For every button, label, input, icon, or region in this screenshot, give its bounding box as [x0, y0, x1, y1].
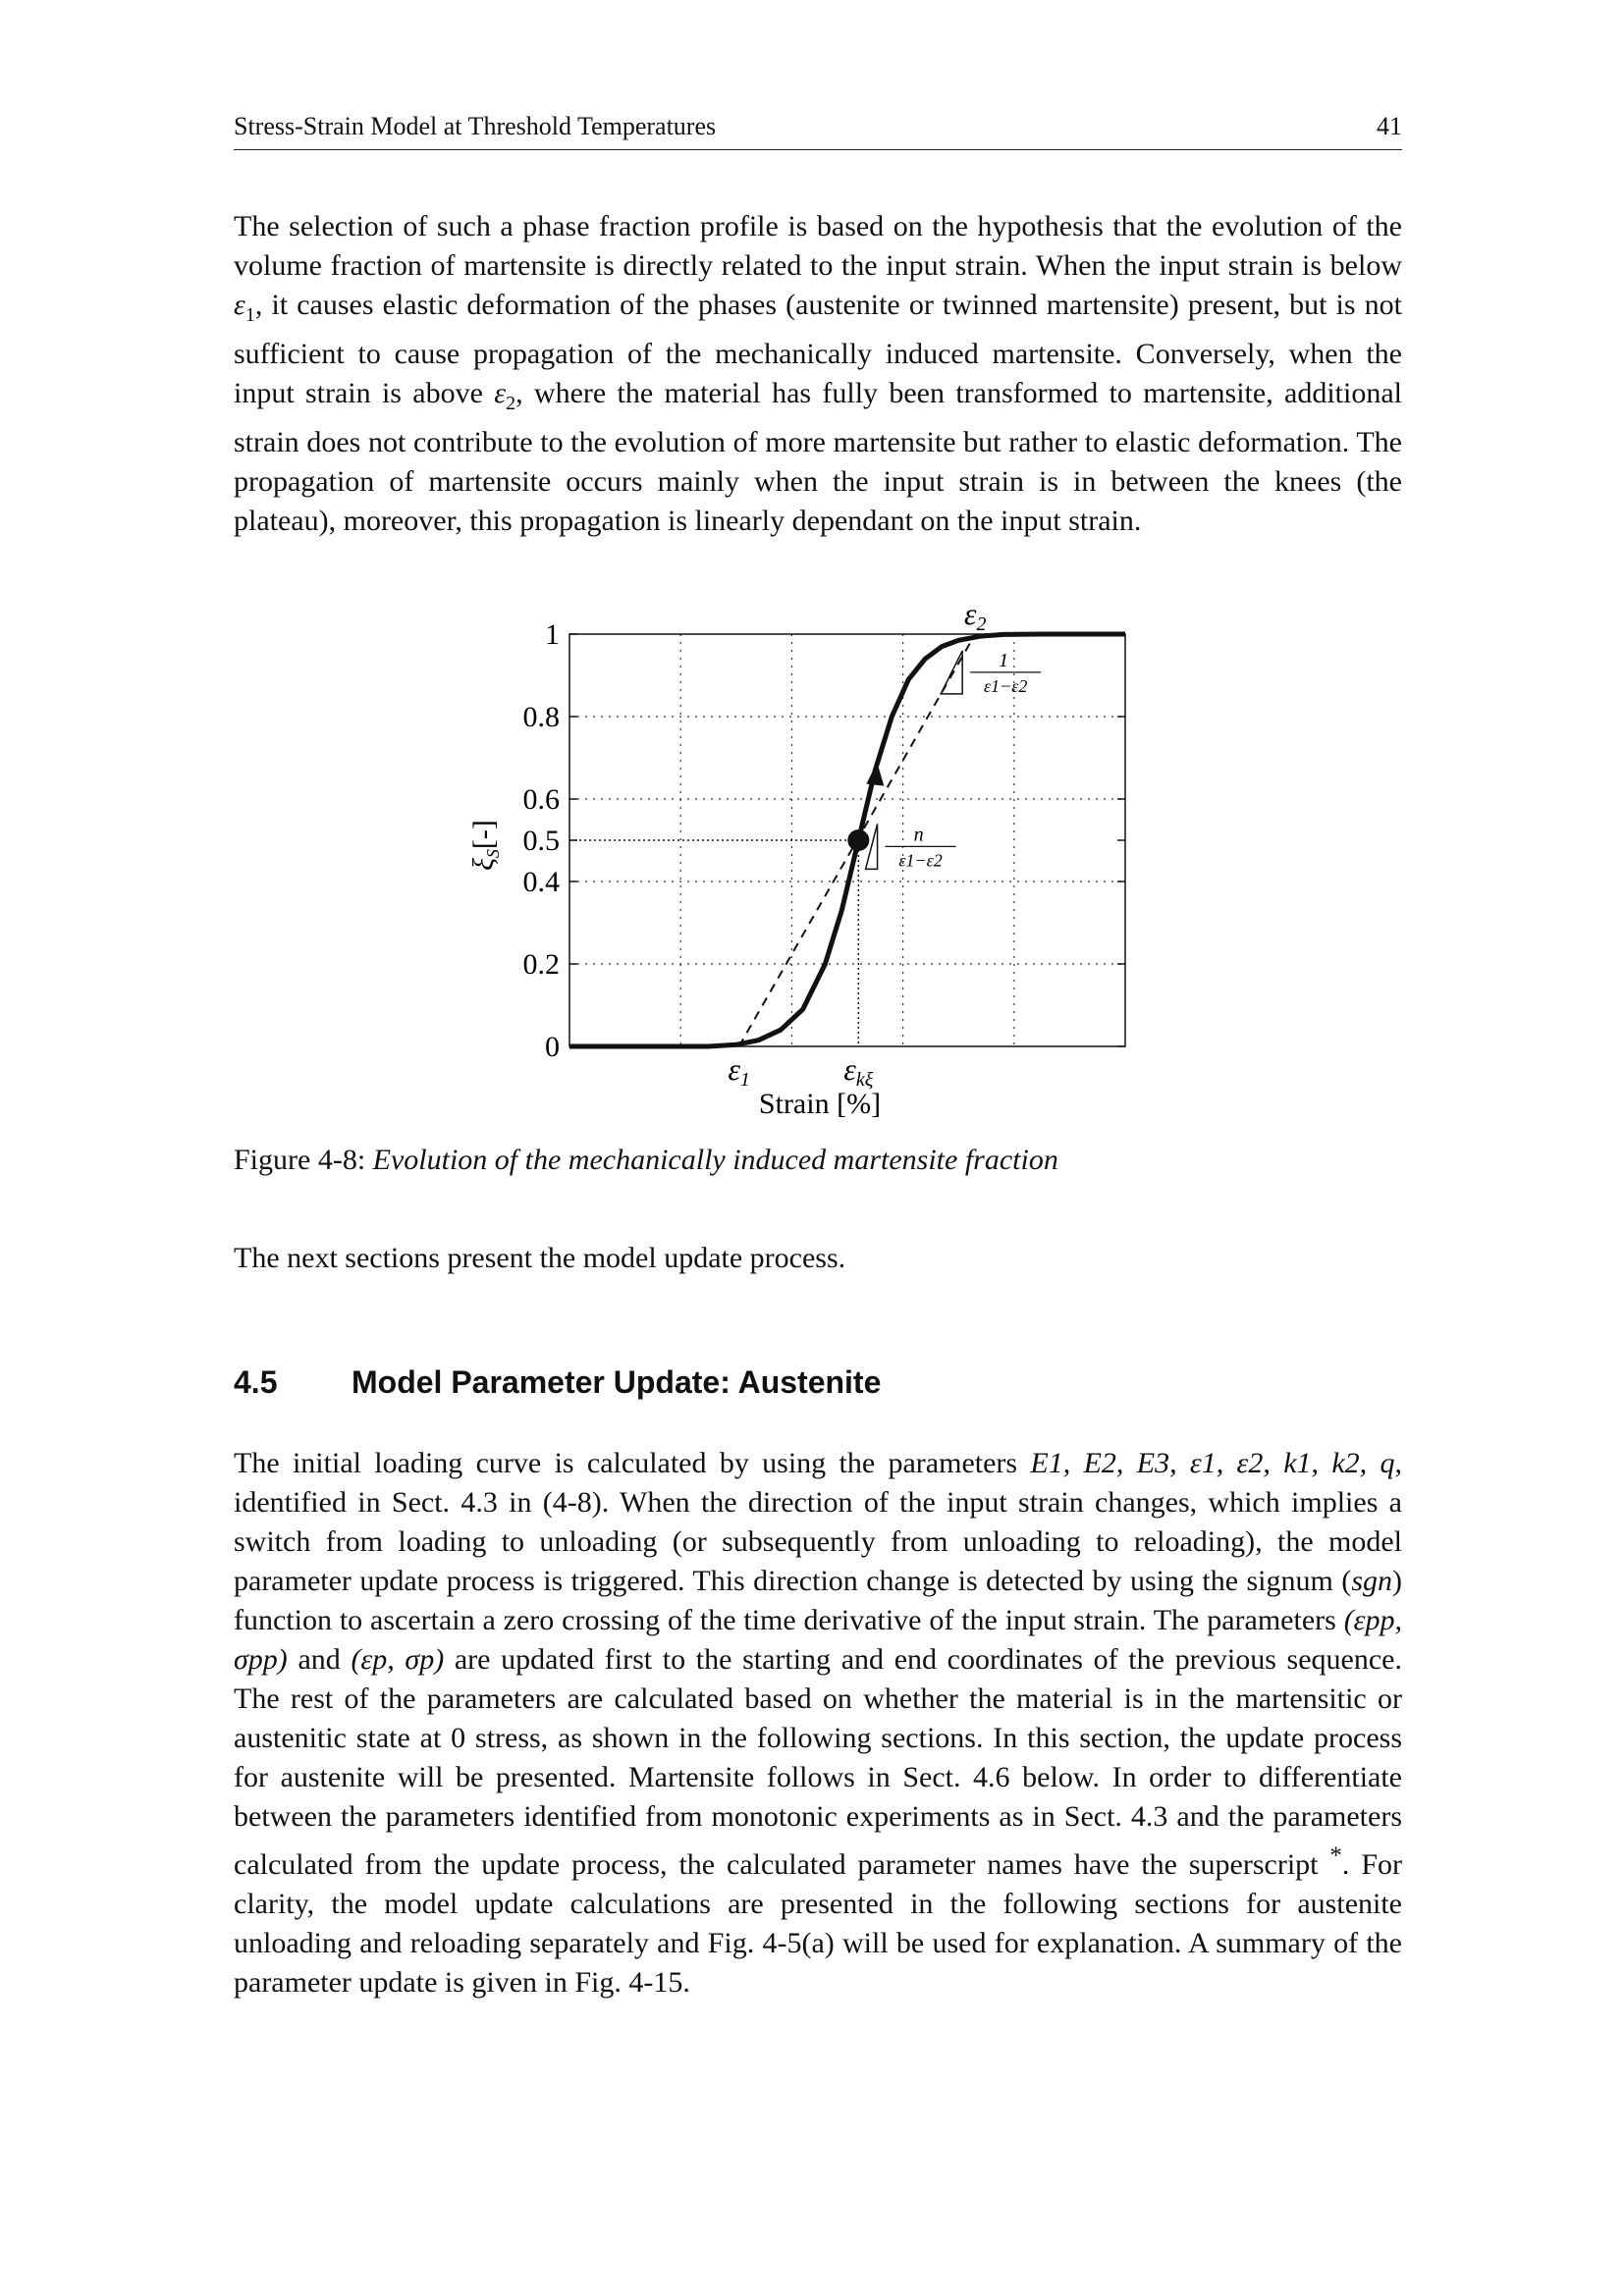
- text: and: [287, 1643, 352, 1676]
- tick-layer: [523, 596, 1126, 1091]
- grid-layer: [569, 634, 1125, 1046]
- upper-slope-denominator: ε1−ε2: [983, 675, 1028, 696]
- figure-4-8: [432, 595, 1178, 1125]
- y-tick-label: 0.2: [522, 948, 560, 981]
- middle-slope-triangle: [866, 824, 878, 869]
- math-epsilon-1: $\varepsilon_1$: [234, 289, 255, 326]
- middle-slope-numerator: n: [913, 824, 924, 846]
- section-number: 4.5: [234, 1364, 278, 1400]
- x-tick-label: ε1: [728, 1051, 750, 1091]
- caption-title: Evolution of the mechanically induced martensite fraction: [372, 1144, 1058, 1176]
- caption-label: Figure 4-8:: [234, 1144, 373, 1176]
- x-axis-label: Strain [%]: [758, 1088, 882, 1120]
- math-pp-pair: (εpp, σpp): [234, 1604, 1402, 1676]
- math-p-pair: (εp, σp): [351, 1643, 445, 1676]
- martensite-fraction-chart: [432, 595, 1178, 1125]
- y-tick-label: 0: [545, 1031, 560, 1063]
- math-sgn: sgn: [1351, 1565, 1392, 1597]
- text: . For clarity, the model update calculations are presented in the following sections for austenite unloading and reloading separately and Fig. 4-5(a) will be used for explanation. A summary of the parameter update is given in Fig. 4-15.: [234, 1848, 1402, 1999]
- page-number: 41: [1377, 112, 1402, 140]
- text: The selection of such a phase fraction profile is based on the hypothesis that the evolution of the volume fraction of martensite is directly related to the input strain. When the input strain is below: [234, 210, 1402, 282]
- running-title: Stress-Strain Model at Threshold Temperatures: [234, 112, 717, 140]
- text: are updated first to the starting and end coordinates of the previous sequence. The rest of the parameters are calculated based on whether the material is in the martensitic or austenitic state at 0 stress, as shown in the following sections. In this section, the update process for austenite will be presented. Martensite follows in Sect. 4.6 below. In order to differentiate between the parameters identified from monotonic experiments as in Sect. 4.3 and the parameters calculated from the update process, the calculated parameter names have the superscript: [234, 1643, 1402, 1881]
- y-axis-label: $\xi_S[-]$: [467, 820, 503, 871]
- y-tick-label: 0.8: [522, 701, 560, 733]
- paragraph-next-sections: The next sections present the model update process.: [234, 1242, 846, 1274]
- math-parameter-list: E1, E2, E3, ε1, ε2, k1, k2, q: [1030, 1447, 1395, 1479]
- y-tick-label: 1: [545, 618, 560, 651]
- y-tick-label: 0.4: [522, 866, 560, 898]
- phase-fraction-curve: [569, 634, 1125, 1046]
- text: , identified in Sect. 4.3 in (4-8). When the direction of the input strain changes, which implies a switch from loading to unloading (or subsequently from unloading to reloading), the model parameter update process is triggered. This direction change is detected by using the signum (: [234, 1447, 1403, 1597]
- upper-slope-triangle: [941, 651, 962, 694]
- paragraph-phase-fraction: [234, 207, 1402, 541]
- text: ) function to ascertain a zero crossing of the time derivative of the input strain. The parameters: [234, 1565, 1402, 1636]
- marker-point: [847, 829, 869, 851]
- text: The initial loading curve is calculated by using the parameters: [234, 1447, 1031, 1479]
- paragraph-model-update: [234, 1444, 1402, 2002]
- top-label-epsilon-2: ε2: [963, 596, 987, 635]
- page-header: [234, 110, 1402, 150]
- text: , it causes elastic deformation of the phases (austenite or twinned martensite) present, but is not sufficient to cause propagation of the mechanically induced martensite. Conversely, when the input strain is above: [234, 289, 1402, 409]
- series-layer: [569, 634, 1125, 1046]
- axes-frame: [569, 634, 1125, 1046]
- upper-slope-numerator: 1: [999, 649, 1009, 671]
- figure-caption: [234, 1141, 1058, 1180]
- section-title: Model Parameter Update: Austenite: [352, 1364, 882, 1400]
- text: , where the material has fully been transformed to martensite, additional strain does not contribute to the evolution of more martensite but rather to elastic deformation. The propagation of martensite occurs mainly when the input strain is in between the knees (the plateau), moreover, this propagation is linearly dependant on the input strain.: [234, 377, 1402, 537]
- middle-slope-denominator: ε1−ε2: [898, 850, 943, 871]
- x-tick-label: εkξ: [843, 1051, 874, 1091]
- superscript-star: *: [1329, 1842, 1342, 1869]
- y-tick-label: 0.6: [522, 783, 560, 816]
- y-tick-label: 0.5: [522, 825, 560, 857]
- section-heading: [234, 1364, 881, 1401]
- math-epsilon-2: $\varepsilon_2$: [494, 377, 516, 414]
